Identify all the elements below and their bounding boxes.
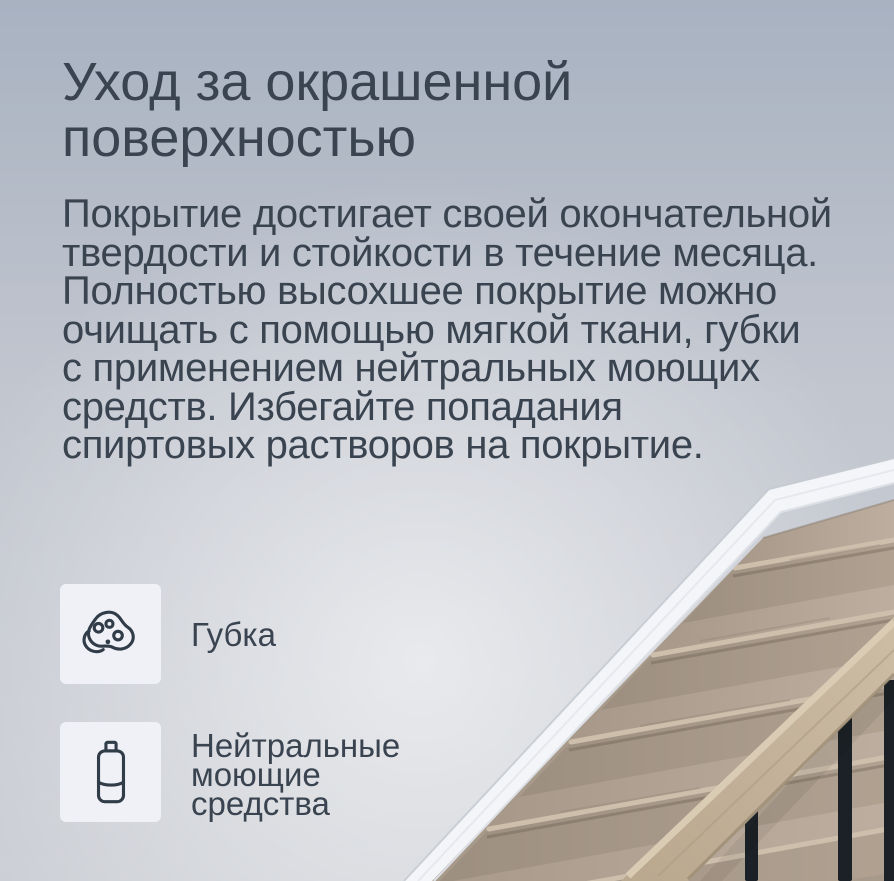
page-title bbox=[62, 54, 572, 166]
body-line: Покрытие достигает своей окончательной bbox=[62, 192, 832, 236]
body-line: с применением нейтральных моющих bbox=[62, 346, 760, 390]
title-line-1: Уход за окрашенной bbox=[62, 52, 573, 112]
feature-detergent bbox=[60, 722, 416, 822]
body-line: спиртовых растворов на покрытие. bbox=[62, 423, 704, 467]
body-line: очищать с помощью мягкой ткани, губки bbox=[62, 307, 801, 352]
body-text bbox=[62, 192, 832, 467]
feature-sponge bbox=[60, 584, 276, 684]
feature-label-detergent: Нейтральные моющие средства bbox=[191, 726, 401, 822]
body-line: твердости и стойкости в течение месяца. bbox=[62, 230, 818, 275]
title-line-2: поверхностью bbox=[62, 108, 417, 168]
sponge-tile bbox=[60, 584, 161, 684]
body-line: Полностью высохшее покрытие можно bbox=[62, 269, 777, 313]
body-line: средств. Избегайте попадания bbox=[62, 384, 623, 429]
feature-label-sponge: Губка bbox=[191, 615, 276, 653]
bottle-icon bbox=[72, 733, 150, 811]
sponge-icon bbox=[72, 595, 150, 673]
detergent-tile bbox=[60, 722, 161, 822]
